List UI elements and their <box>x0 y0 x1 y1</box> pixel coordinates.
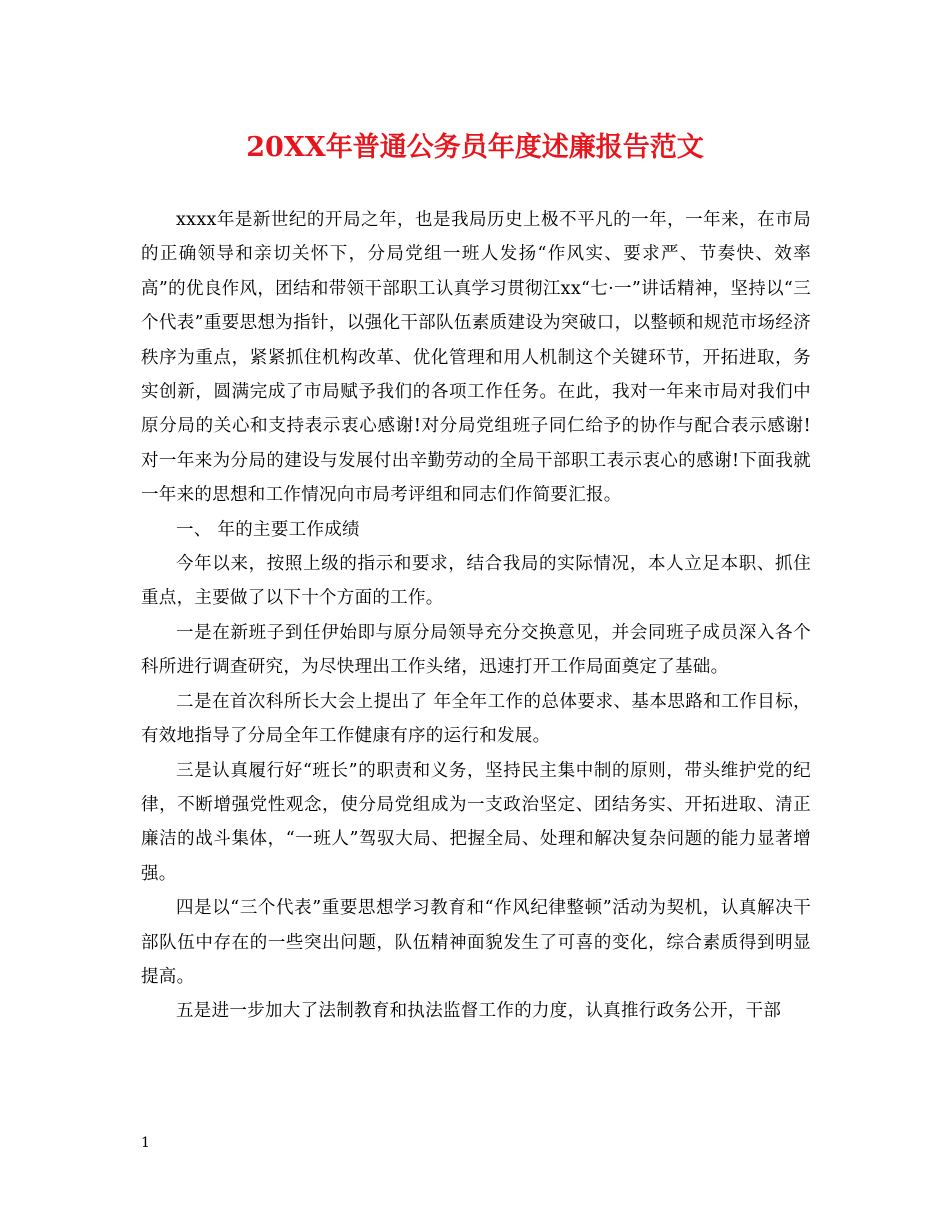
paragraph-item-1: 一是在新班子到任伊始即与原分局领导充分交换意见，并会同班子成员深入各个科所进行调查研究，为尽快理出工作头绪，迅速打开工作局面奠定了基础。 <box>141 622 811 678</box>
page-number: 1 <box>141 1135 150 1151</box>
paragraph-overview: 今年以来，按照上级的指示和要求，结合我局的实际情况，本人立足本职、抓住重点，主要做了以下十个方面的工作。 <box>141 554 811 609</box>
document-body <box>141 203 811 1029</box>
paragraph-intro: xxxx年是新世纪的开局之年，也是我局历史上极不平凡的一年，一年来，在市局的正确领导和亲切关怀下，分局党组一班人发扬“作风实、要求严、节奏快、效率高”的优良作风，团结和带领干部职工认真学习贯彻江xx“七·一”讲话精神，坚持以“三个代表”重要思想为指针，以强化干部队伍素质建设为突破口，以整顿和规范市场经济秩序为重点，紧紧抓住机构改革、优化管理和用人机制这个关键环节，开拓进取，务实创新，圆满完成了市局赋予我们的各项工作任务。在此，我对一年来市局对我们中原分局的关心和支持表示衷心感谢!对分局党组班子同仁给予的协作与配合表示感谢!对一年来为分局的建设与发展付出辛勤劳动的全局干部职工表示衷心的感谢!下面我就一年来的思想和工作情况向市局考评组和同志们作简要汇报。 <box>141 210 811 506</box>
page-title: 20XX年普通公务员年度述廉报告范文 <box>246 132 704 163</box>
section-heading-achievements: 一、 年的主要工作成绩 <box>176 519 360 540</box>
paragraph-item-2: 二是在首次科所长大会上提出了 年全年工作的总体要求、基本思路和工作目标，有效地指导了分局全年工作健康有序的运行和发展。 <box>141 691 811 747</box>
paragraph-item-4: 四是以“三个代表”重要思想学习教育和“作风纪律整顿”活动为契机，认真解决干部队伍中存在的一些突出问题，队伍精神面貌发生了可喜的变化，综合素质得到明显提高。 <box>141 898 811 987</box>
paragraph-item-5: 五是进一步加大了法制教育和执法监督工作的力度，认真推行政务公开，干部 <box>176 1001 782 1022</box>
paragraph-item-3: 三是认真履行好“班长”的职责和义务，坚持民主集中制的原则，带头维护党的纪律，不断增强党性观念，使分局党组成为一支政治坚定、团结务实、开拓进取、清正廉洁的战斗集体，“一班人”驾驭大局、把握全局、处理和解决复杂问题的能力显著增强。 <box>141 760 811 884</box>
